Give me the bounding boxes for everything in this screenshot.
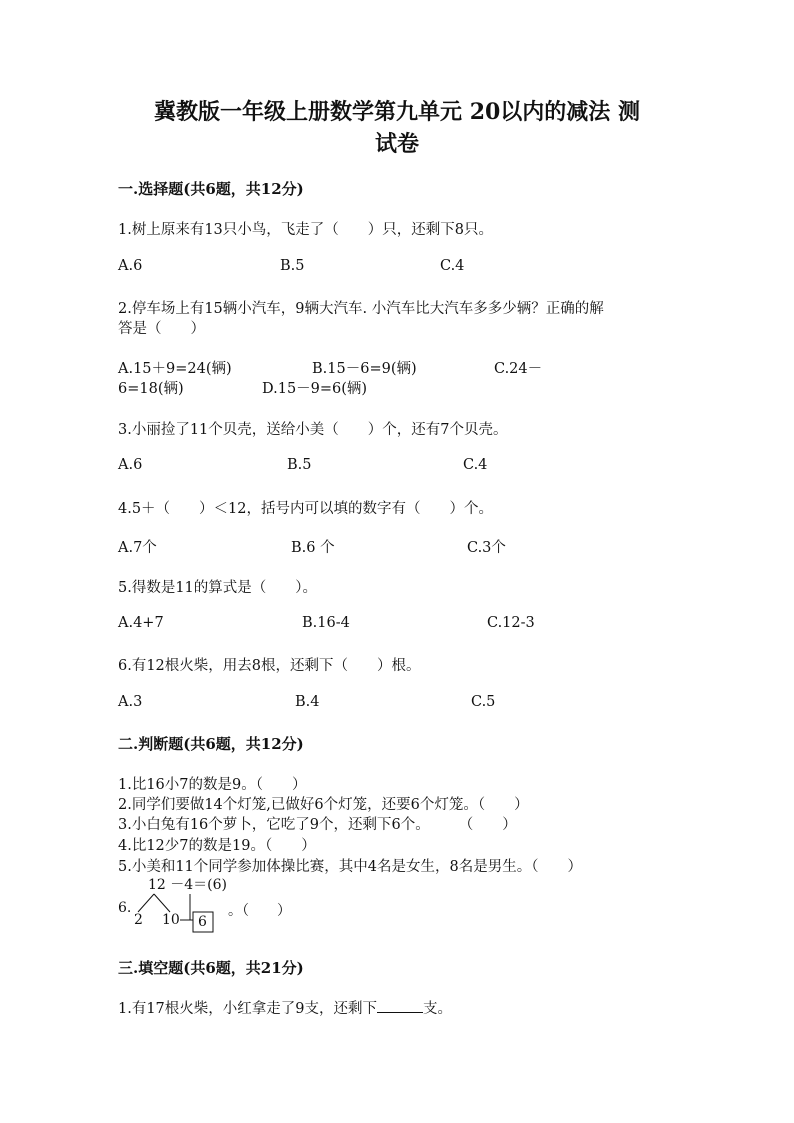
section-heading-judgement: 二.判断题(共6题，共12分) — [118, 735, 304, 753]
section-heading-fill-blank: 三.填空题(共6题，共21分) — [118, 959, 304, 977]
section-heading-choice: 一.选择题(共6题，共12分) — [118, 180, 304, 198]
page-title — [100, 96, 694, 160]
question-3-stem: 3.小丽捡了11个贝壳，送给小美（ ）个，还有7个贝壳。 — [118, 422, 508, 438]
q4-option-a: A.7个 — [118, 540, 157, 556]
diagram-boxed-answer: 6 — [198, 914, 207, 930]
q4-option-b: B.6 个 — [291, 540, 335, 556]
title-line-2: 试卷 — [374, 131, 419, 157]
judgement-item-3: 3.小白兔有16个萝卜，它吃了9个，还剩下6个。 （ ） — [118, 817, 517, 833]
diagram-split-right: 10 — [162, 912, 180, 928]
question-2-stem-line-1: 2.停车场上有15辆小汽车，9辆大汽车. 小汽车比大汽车多多少辆？正确的解 — [118, 301, 604, 317]
question-6-stem: 6.有12根火柴，用去8根，还剩下（ ）根。 — [118, 658, 421, 674]
q5-option-a: A.4+7 — [118, 615, 164, 631]
fill-question-1 — [118, 997, 452, 1018]
judgement-item-4: 4.比12少7的数是19。（ ） — [118, 838, 316, 854]
fill-question-1-unit: 支。 — [423, 1001, 453, 1017]
answer-blank[interactable] — [377, 998, 423, 1013]
q5-option-c: C.12-3 — [487, 615, 535, 631]
diagram-equation: 12 －4＝(6) — [148, 877, 228, 893]
judgement-item-5: 5.小美和11个同学参加体操比赛，其中4名是女生，8名是男生。（ ） — [118, 859, 582, 875]
diagram-split-left: 2 — [134, 912, 143, 928]
q1-option-b: B.5 — [280, 258, 305, 274]
fill-question-1-text: 1.有17根火柴，小红拿走了9支，还剩下 — [118, 1001, 378, 1017]
judgement-item-6-suffix: 。（ ） — [228, 903, 291, 919]
q3-option-a: A.6 — [118, 457, 143, 473]
split-diagram — [118, 872, 318, 936]
question-5-stem: 5.得数是11的算式是（ ）。 — [118, 580, 318, 596]
q6-option-b: B.4 — [295, 694, 320, 710]
q2-option-c: C.24－ — [494, 361, 543, 377]
q2-option-c-continued: 6=18(辆) — [118, 381, 184, 397]
q3-option-c: C.4 — [463, 457, 488, 473]
judgement-item-6-prefix: 6. — [118, 900, 132, 916]
q5-option-b: B.16-4 — [302, 615, 350, 631]
q6-option-a: A.3 — [118, 694, 143, 710]
q2-option-d: D.15－9=6(辆) — [262, 381, 368, 397]
q1-option-a: A.6 — [118, 258, 143, 274]
question-1-stem: 1.树上原来有13只小鸟，飞走了（ ）只，还剩下8只。 — [118, 222, 494, 238]
q2-option-a: A.15＋9=24(辆) — [118, 361, 232, 377]
question-2-stem-line-2: 答是（ ） — [118, 321, 205, 337]
judgement-item-2: 2.同学们要做14个灯笼,已做好6个灯笼，还要6个灯笼。（ ） — [118, 797, 529, 813]
q3-option-b: B.5 — [287, 457, 312, 473]
title-line-1: 冀教版一年级上册数学第九单元 20以内的减法 测 — [154, 99, 640, 125]
q1-option-c: C.4 — [440, 258, 465, 274]
q4-option-c: C.3个 — [467, 540, 506, 556]
q2-option-b: B.15－6=9(辆) — [312, 361, 417, 377]
q6-option-c: C.5 — [471, 694, 496, 710]
judgement-item-1: 1.比16小7的数是9。（ ） — [118, 777, 307, 793]
question-4-stem: 4.5＋（ ）＜12，括号内可以填的数字有（ ）个。 — [118, 501, 494, 517]
